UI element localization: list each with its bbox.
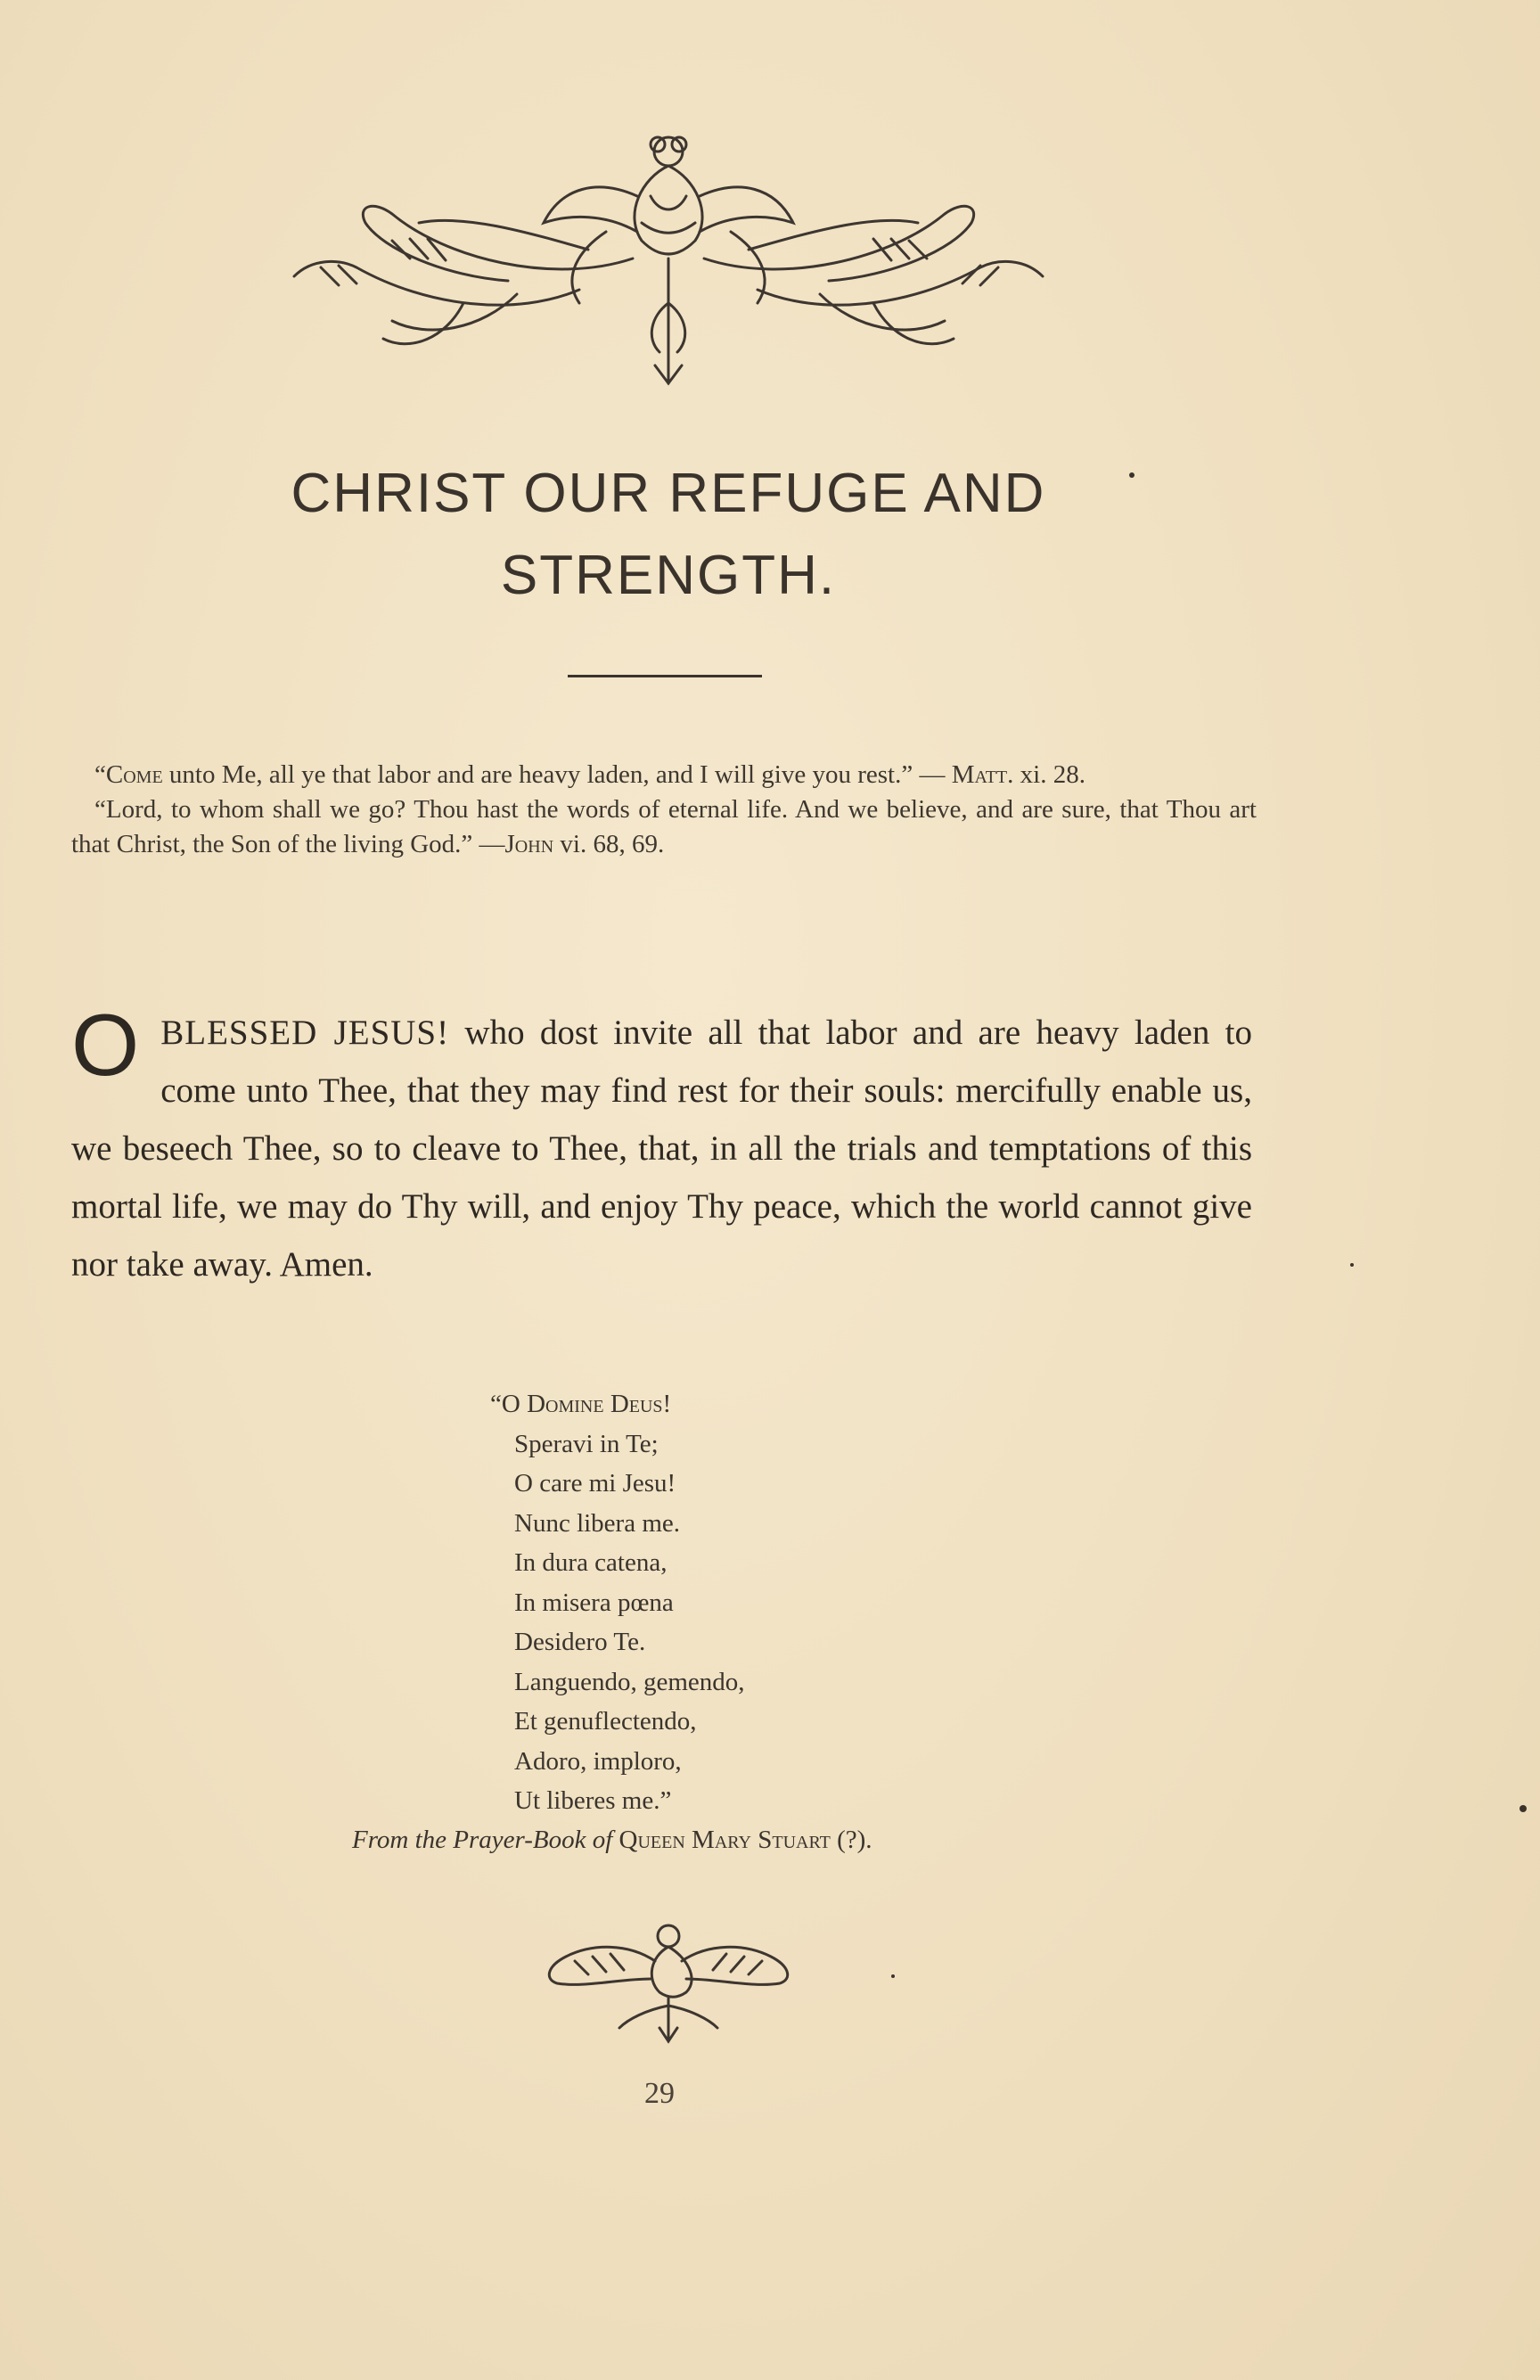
hymn-line-1: “O Domine Deus! bbox=[490, 1390, 672, 1418]
prayer-paragraph bbox=[71, 996, 1252, 1293]
drop-cap: O bbox=[71, 996, 140, 1094]
hymn-line: In misera pœna bbox=[514, 1588, 674, 1617]
epigraph bbox=[71, 758, 1257, 862]
title-line-2: STRENGTH. bbox=[500, 545, 837, 606]
attribution-source: From the Prayer-Book of bbox=[352, 1826, 613, 1854]
attribution-author: Queen Mary Stuart bbox=[618, 1826, 831, 1854]
hymn-line: Et genuflectendo, bbox=[514, 1707, 697, 1736]
epigraph-quote-john: “Lord, to whom shall we go? Thou hast the words of eternal life. And we believe, and are sure, that Thou art that Christ, the Son of the living God.” —John vi. 68, 69. bbox=[71, 795, 1257, 858]
latin-hymn bbox=[490, 1384, 1114, 1821]
hymn-line: In dura catena, bbox=[514, 1548, 668, 1577]
ink-speck bbox=[1350, 1263, 1354, 1267]
prayer-text: who dost invite all that labor and are heavy laden to come unto Thee, that they may find rest for their souls: mercifully enable us, we beseech Thee, so to cleave to Thee, that, in all the trials and temptations of this mortal life, we may do Thy will, and enjoy Thy peace, which the world cannot give nor take away. bbox=[71, 1014, 1252, 1284]
citation-ref: vi. 68, 69. bbox=[553, 830, 665, 858]
hymn-line: Adoro, imploro, bbox=[514, 1746, 682, 1776]
citation-ref: xi. 28. bbox=[1013, 760, 1085, 789]
hymn-line: O care mi Jesu! bbox=[514, 1469, 676, 1498]
floral-tailpiece-ornament bbox=[539, 1916, 798, 2050]
prayer-opening: BLESSED JESUS! bbox=[160, 1014, 450, 1052]
ink-speck bbox=[1520, 1805, 1527, 1812]
page-number: 29 bbox=[644, 2077, 675, 2110]
ink-speck bbox=[891, 1974, 895, 1978]
prayer-amen: Amen. bbox=[279, 1245, 373, 1284]
ink-speck bbox=[1129, 472, 1135, 478]
title-divider bbox=[568, 675, 762, 677]
epigraph-quote-matthew: “Come unto Me, all ye that labor and are heavy laden, and I will give you rest.” — Matt. xi. 28. bbox=[94, 760, 1085, 789]
title-line-1: CHRIST OUR REFUGE AND bbox=[291, 463, 1046, 524]
chapter-title bbox=[107, 453, 1230, 617]
hymn-line: Nunc libera me. bbox=[514, 1508, 681, 1538]
hymn-line: Ut liberes me.” bbox=[514, 1786, 672, 1815]
hymn-line: Desidero Te. bbox=[514, 1628, 646, 1656]
floral-headpiece-ornament bbox=[285, 125, 1052, 392]
citation-book: Matt. bbox=[951, 760, 1014, 789]
epigraph-first-word: Come bbox=[105, 760, 163, 789]
citation-book: John bbox=[504, 830, 554, 858]
hymn-attribution: From the Prayer-Book of Queen Mary Stuart (?). bbox=[352, 1826, 872, 1854]
hymn-line: Speravi in Te; bbox=[514, 1429, 659, 1458]
hymn-line: Languendo, gemendo, bbox=[514, 1667, 745, 1696]
